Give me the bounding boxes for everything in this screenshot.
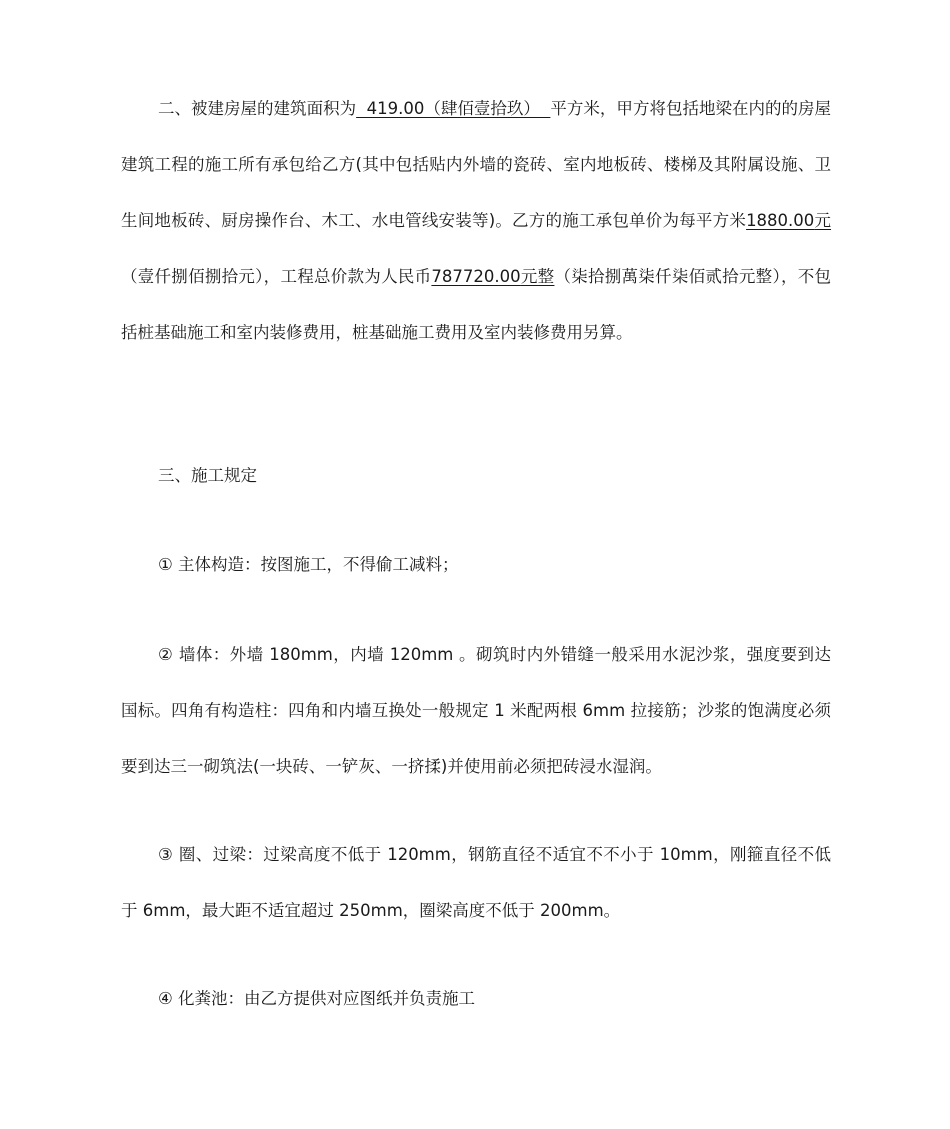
- total-price-suffix: 元整: [520, 267, 555, 286]
- item-4-septic-tank: ④ 化粪池：由乙方提供对应图纸并负责施工: [158, 989, 476, 1008]
- section-2-paragraph: [121, 81, 831, 361]
- section-3-heading: 三、施工规定: [158, 466, 257, 485]
- section-2-scope: 平方米，甲方将包括地梁在内的的房屋建筑工程的施工所有承包给乙方(其中包括贴内外墙的瓷砖、室内地板砖、楼梯及其附属设施、卫生间地板砖、厨房操作台、木工、水电管线安装等)。乙方的施工承包单价为每平方米: [121, 99, 832, 230]
- document-page: [121, 0, 831, 1129]
- total-price-words: （柒拾捌萬柒仟柒佰贰拾元整），不包括桩基础施工和室内装修费用，桩基础施工费用及室内装修费用另算。: [121, 267, 832, 342]
- item-3-beams: ③ 圈、过梁：过梁高度不低于 120mm，钢筋直径不适宜不不小于 10mm，刚箍直径不低于 6mm，最大距不适宜超过 250mm，圈梁高度不低于 200mm。: [121, 845, 831, 920]
- unit-price-value: 1880.00: [746, 211, 815, 230]
- building-area-value: 419.00（肆佰壹拾玖）: [356, 99, 551, 118]
- section-2-intro: 二、被建房屋的建筑面积为: [158, 99, 357, 118]
- unit-price-suffix: 元: [814, 211, 832, 230]
- item-1-main-structure: ① 主体构造：按图施工，不得偷工减料；: [158, 555, 459, 574]
- total-price-value: 787720.00: [431, 267, 521, 286]
- item-2-walls: ② 墙体：外墙 180mm，内墙 120mm 。砌筑时内外错缝一般采用水泥沙浆，强度要到达国标。四角有构造柱：四角和内墙互换处一般规定 1 米配两根 6mm 拉接筋；沙浆的饱满度必须要到达三一砌筑法(一块砖、一铲灰、一挤揉)并使用前必须把砖浸水湿润。: [121, 645, 831, 776]
- unit-price-words: （壹仟捌佰捌拾元），工程总价款为人民币: [121, 267, 432, 286]
